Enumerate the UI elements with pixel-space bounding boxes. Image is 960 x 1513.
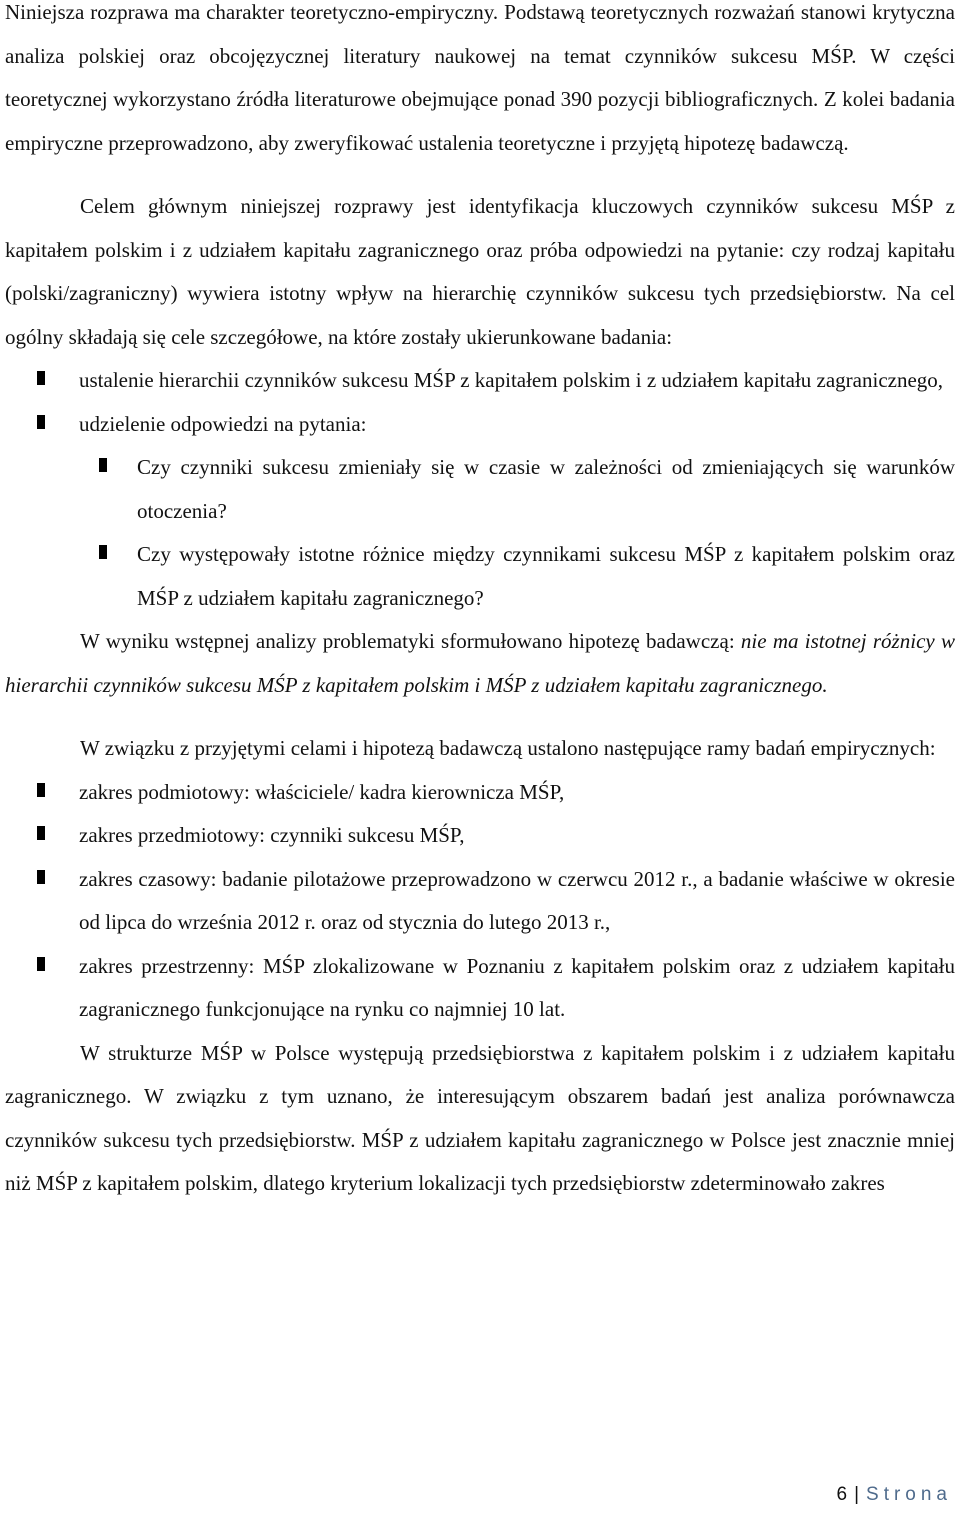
page-number: 6	[836, 1484, 849, 1505]
square-bullet-icon	[37, 371, 45, 385]
list-item: zakres przedmiotowy: czynniki sukcesu MŚP,	[5, 814, 955, 858]
list-item: Czy czynniki sukcesu zmieniały się w czasie w zależności od zmieniających się warunków otoczenia?	[5, 446, 955, 533]
square-bullet-icon	[99, 458, 107, 472]
square-bullet-icon	[37, 826, 45, 840]
square-bullet-icon	[99, 545, 107, 559]
scope-list	[5, 771, 955, 1032]
paragraph-research-frame: W związku z przyjętymi celami i hipotezą badawczą ustalono następujące ramy badań empirycznych:	[80, 736, 936, 760]
list-item: Czy występowały istotne różnice między czynnikami sukcesu MŚP z kapitałem polskim oraz MŚP z udziałem kapitału zagranicznego?	[5, 533, 955, 620]
list-item: zakres przestrzenny: MŚP zlokalizowane w Poznaniu z kapitałem polskim oraz z udziałem kapitału zagranicznego funkcjonujące na rynku co najmniej 10 lat.	[5, 945, 955, 1032]
page-footer	[837, 1484, 953, 1506]
goals-list	[5, 359, 955, 446]
questions-list	[5, 446, 955, 620]
page-label: Strona	[866, 1484, 952, 1505]
list-item: zakres podmiotowy: właściciele/ kadra kierownicza MŚP,	[5, 771, 955, 815]
document-page	[5, 0, 955, 1206]
square-bullet-icon	[37, 870, 45, 884]
list-item: ustalenie hierarchii czynników sukcesu MŚP z kapitałem polskim i z udziałem kapitału zagranicznego,	[5, 359, 955, 403]
paragraph-goal: Celem głównym niniejszej rozprawy jest identyfikacja kluczowych czynników sukcesu MŚP z kapitałem polskim i z udziałem kapitału zagranicznego oraz próba odpowiedzi na pytanie: czy rodzaj kapitału (polski/zagraniczny) wywiera istotny wpływ na hierarchię czynników sukcesu tych przedsiębiorstw. Na cel ogólny składają się cele szczegółowe, na które zostały ukierunkowane badania:	[5, 194, 955, 349]
paragraph-method: Niniejsza rozprawa ma charakter teoretyczno-empiryczny. Podstawą teoretycznych rozważań stanowi krytyczna analiza polskiej oraz obcojęzycznej literatury naukowej na temat czynników sukcesu MŚP. W części teoretycznej wykorzystano źródła literaturowe obejmujące ponad 390 pozycji bibliograficznych. Z kolei badania empiryczne przeprowadzono, aby zweryfikować ustalenia teoretyczne i przyjętą hipotezę badawczą.	[5, 0, 955, 155]
list-item: zakres czasowy: badanie pilotażowe przeprowadzono w czerwcu 2012 r., a badanie właściwe w okresie od lipca do września 2012 r. oraz od stycznia do lutego 2013 r.,	[5, 858, 955, 945]
hypothesis-text: nie ma istotnej różnicy w hierarchii czynników sukcesu MŚP z kapitałem polskim i MŚP z udziałem kapitału zagranicznego.	[5, 629, 955, 697]
square-bullet-icon	[37, 783, 45, 797]
list-item: udzielenie odpowiedzi na pytania:	[5, 403, 955, 447]
paragraph-hypothesis: W wyniku wstępnej analizy problematyki sformułowano hipotezę badawczą: nie ma istotnej różnicy w hierarchii czynników sukcesu MŚP z kapitałem polskim i MŚP z udziałem kapitału zagranicznego.	[5, 629, 955, 697]
square-bullet-icon	[37, 415, 45, 429]
footer-separator: |	[854, 1484, 861, 1505]
square-bullet-icon	[37, 957, 45, 971]
paragraph-structure: W strukturze MŚP w Polsce występują przedsiębiorstwa z kapitałem polskim i z udziałem kapitału zagranicznego. W związku z tym uznano, że interesującym obszarem badań jest analiza porównawcza czynników sukcesu tych przedsiębiorstw. MŚP z udziałem kapitału zagranicznego w Polsce jest znacznie mniej niż MŚP z kapitałem polskim, dlatego kryterium lokalizacji tych przedsiębiorstw zdeterminowało zakres	[5, 1040, 955, 1195]
